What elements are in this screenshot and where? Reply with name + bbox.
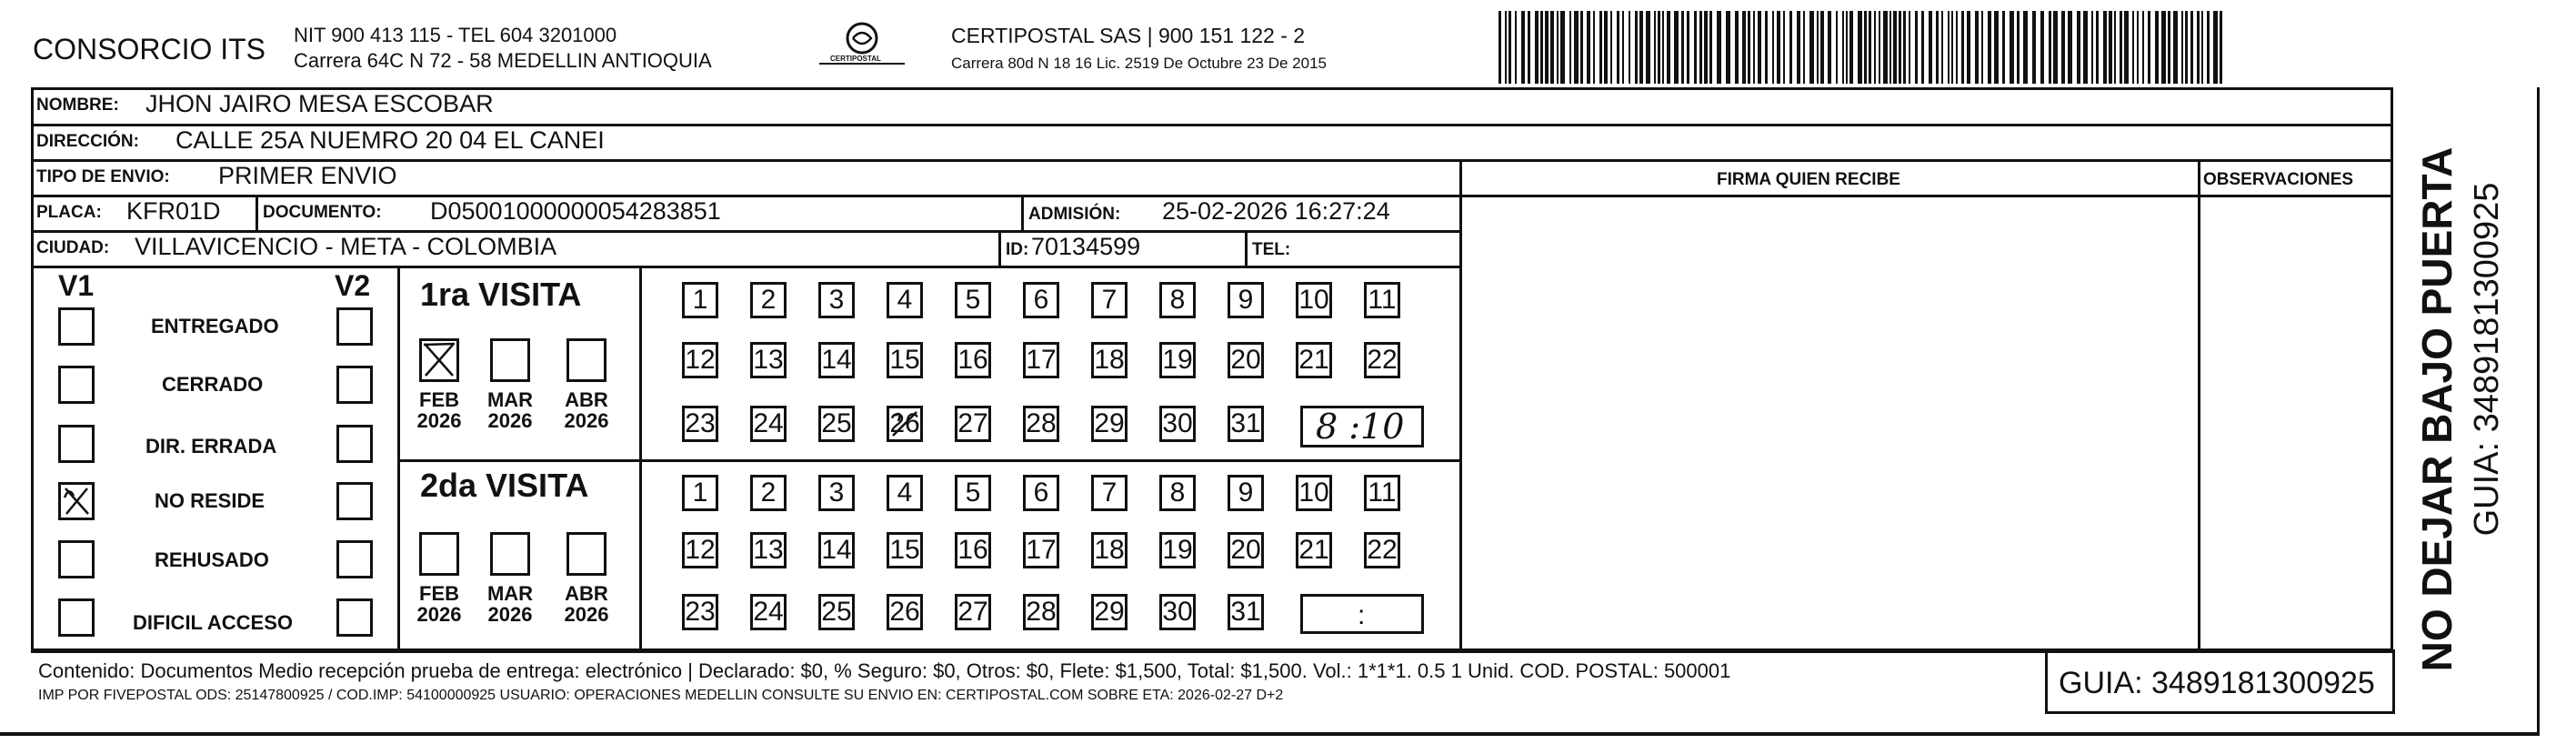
id-label: ID:	[1006, 240, 1029, 259]
visit2-day-17[interactable]: 17	[1023, 532, 1059, 568]
visit1-day-22[interactable]: 22	[1364, 342, 1400, 378]
visit2-month-abr-checkbox[interactable]	[566, 532, 606, 576]
status-label-dir-errada: DIR. ERRADA	[145, 435, 277, 457]
address-label: DIRECCIÓN:	[36, 132, 139, 151]
month-name: MAR	[486, 388, 534, 411]
visit1-day-11[interactable]: 11	[1364, 282, 1400, 318]
certipostal-logo	[812, 20, 912, 75]
month-name: ABR	[565, 582, 608, 605]
month-year: 2026	[564, 603, 609, 627]
visit1-day-29[interactable]: 29	[1091, 406, 1128, 442]
visit1-day-13[interactable]: 13	[750, 342, 787, 378]
visit1-day-27[interactable]: 27	[955, 406, 991, 442]
footer-content: Contenido: Documentos Medio recepción prueba de entrega: electrónico | Declarado: $0, % Seguro: $0, Otros: $0, Flete: $1,500, Total: $1,500. Vol.: 1*1*1. 0.5 1 Unid. COD. POSTAL: 500001	[38, 659, 1731, 682]
visit2-day-1[interactable]: 1	[682, 475, 718, 511]
company-nit: NIT 900 413 115 - TEL 604 3201000	[294, 24, 617, 46]
plate-divider	[256, 195, 258, 231]
visit2-day-28[interactable]: 28	[1023, 594, 1059, 630]
outer-right-edge	[2537, 87, 2540, 735]
no-dejar-bajo-puerta: NO DEJAR BAJO PUERTA	[2413, 146, 2461, 672]
status-label-rehusado: REHUSADO	[155, 548, 269, 571]
month-year: 2026	[416, 603, 462, 627]
recipient-address: CALLE 25A NUEMRO 20 04 EL CANEI	[175, 126, 605, 154]
document-divider	[1021, 195, 1024, 231]
visit2-time-box[interactable]	[1300, 594, 1424, 634]
visit1-day-30[interactable]: 30	[1159, 406, 1196, 442]
visit1-day-7[interactable]: 7	[1091, 282, 1128, 318]
strike-mark-icon	[889, 408, 920, 439]
visit2-day-6[interactable]: 6	[1023, 475, 1059, 511]
visit1-day-10[interactable]: 10	[1296, 282, 1332, 318]
visit2-day-8[interactable]: 8	[1159, 475, 1196, 511]
footer-guide-bottom	[2045, 711, 2395, 714]
visit2-title: 2da VISITA	[420, 467, 589, 504]
row-divider-footer	[31, 648, 2393, 651]
visit2-day-10[interactable]: 10	[1296, 475, 1332, 511]
v2-checkbox-rehusado[interactable]	[336, 540, 373, 578]
carrier-name: CERTIPOSTAL SAS | 900 151 122 - 2	[951, 24, 1306, 47]
month-year: 2026	[416, 409, 462, 433]
footer-imp: IMP POR FIVEPOSTAL ODS: 25147800925 / COD.IMP: 54100000925 USUARIO: OPERACIONES MEDELLIN CONSULTE SU ENVIO EN: CERTIPOSTAL.COM SOBRE ETA: 2026-02-27 D+2	[38, 688, 1284, 703]
v2-checkbox-dificil-acceso[interactable]	[336, 598, 373, 637]
certipostal-logo-icon	[812, 20, 912, 75]
visit1-day-17[interactable]: 17	[1023, 342, 1059, 378]
visit2-day-22[interactable]: 22	[1364, 532, 1400, 568]
visit2-day-13[interactable]: 13	[750, 532, 787, 568]
recipient-name: JHON JAIRO MESA ESCOBAR	[145, 90, 494, 117]
visit2-day-27[interactable]: 27	[955, 594, 991, 630]
visit1-day-14[interactable]: 14	[818, 342, 855, 378]
visit2-day-30[interactable]: 30	[1159, 594, 1196, 630]
visit2-day-21[interactable]: 21	[1296, 532, 1332, 568]
visit2-day-26[interactable]: 26	[887, 594, 923, 630]
footer-guide-right	[2392, 649, 2395, 713]
footer-guide-number: GUIA: 3489181300925	[2059, 666, 2375, 700]
visit2-day-9[interactable]: 9	[1228, 475, 1264, 511]
observations-header: OBSERVACIONES	[2203, 170, 2354, 189]
month-name: MAR	[486, 582, 534, 605]
visit1-day-6[interactable]: 6	[1023, 282, 1059, 318]
visit1-day-2[interactable]: 2	[750, 282, 787, 318]
status-label-cerrado: CERRADO	[162, 373, 264, 396]
visit1-day-19[interactable]: 19	[1159, 342, 1196, 378]
visit2-day-15[interactable]: 15	[887, 532, 923, 568]
visit2-day-14[interactable]: 14	[818, 532, 855, 568]
visit2-day-7[interactable]: 7	[1091, 475, 1128, 511]
visit2-day-20[interactable]: 20	[1228, 532, 1264, 568]
visit2-day-16[interactable]: 16	[955, 532, 991, 568]
shipment-type: PRIMER ENVIO	[218, 162, 397, 189]
visit1-day-28[interactable]: 28	[1023, 406, 1059, 442]
visit2-day-11[interactable]: 11	[1364, 475, 1400, 511]
plate-label: PLACA:	[36, 203, 102, 222]
visit1-day-9[interactable]: 9	[1228, 282, 1264, 318]
name-label: NOMBRE:	[36, 96, 119, 115]
visit1-day-31[interactable]: 31	[1228, 406, 1264, 442]
city-value: VILLAVICENCIO - META - COLOMBIA	[135, 233, 557, 260]
month-year: 2026	[487, 409, 533, 433]
visit1-time-box[interactable]	[1300, 406, 1424, 447]
v2-checkbox-no-reside[interactable]	[336, 482, 373, 520]
visit2-day-29[interactable]: 29	[1091, 594, 1128, 630]
signature-header: FIRMA QUIEN RECIBE	[1717, 170, 1900, 189]
visit2-month-mar-checkbox[interactable]	[490, 532, 530, 576]
document-value: D05001000000054283851	[430, 197, 721, 225]
visit2-day-3[interactable]: 3	[818, 475, 855, 511]
status-label-entregado: ENTREGADO	[151, 315, 279, 337]
logo-text: CERTIPOSTAL	[830, 55, 881, 63]
outer-bottom-shadow	[0, 732, 2540, 736]
city-divider	[998, 230, 1001, 266]
col-observations-left	[2198, 159, 2200, 650]
visit1-day-12[interactable]: 12	[682, 342, 718, 378]
visit1-day-3[interactable]: 3	[818, 282, 855, 318]
visit2-day-23[interactable]: 23	[682, 594, 718, 630]
visit2-month-abr	[557, 583, 616, 625]
barcode	[1498, 11, 2226, 84]
status-label-dificil-acceso: DIFICIL ACCESO	[133, 611, 294, 634]
document-label: DOCUMENTO:	[263, 203, 382, 222]
v1-checkbox-cerrado[interactable]	[58, 366, 95, 404]
signature-header-bottom	[1459, 195, 2393, 197]
visit2-month-feb-checkbox[interactable]	[419, 532, 459, 576]
visit1-day-25[interactable]: 25	[818, 406, 855, 442]
visit2-day-18[interactable]: 18	[1091, 532, 1128, 568]
v1-label: V1	[58, 269, 95, 302]
checked-x-mark-icon	[422, 341, 456, 379]
v1-checkbox-dir-errada[interactable]	[58, 425, 95, 463]
visit1-time-value: 8 :10	[1316, 407, 1405, 447]
visit1-month-feb-checkbox[interactable]	[419, 338, 459, 382]
footer-guide-divider	[2045, 649, 2048, 713]
visit1-month-mar	[481, 389, 539, 431]
plate-value: KFR01D	[126, 197, 221, 225]
month-year: 2026	[487, 603, 533, 627]
v1-checkbox-entregado[interactable]	[58, 307, 95, 346]
visit1-title: 1ra VISITA	[420, 276, 582, 313]
month-year: 2026	[564, 409, 609, 433]
admission-label: ADMISIÓN:	[1028, 205, 1121, 224]
company-name: CONSORCIO ITS	[33, 33, 266, 65]
visit2-day-31[interactable]: 31	[1228, 594, 1264, 630]
visit1-day-21[interactable]: 21	[1296, 342, 1332, 378]
visit2-day-5[interactable]: 5	[955, 475, 991, 511]
type-label: TIPO DE ENVIO:	[36, 167, 170, 186]
month-name: ABR	[565, 388, 608, 411]
id-divider	[1245, 230, 1248, 266]
visit1-day-24[interactable]: 24	[750, 406, 787, 442]
city-label: CIUDAD:	[36, 238, 110, 257]
visit2-month-mar	[481, 583, 539, 625]
visit2-month-feb	[410, 583, 468, 625]
visit1-day-26[interactable]: 26	[887, 406, 923, 442]
visit2-day-4[interactable]: 4	[887, 475, 923, 511]
carrier-address: Carrera 80d N 18 16 Lic. 2519 De Octubre 23 De 2015	[951, 55, 1327, 72]
month-name: FEB	[419, 388, 459, 411]
status-label-no-reside: NO RESIDE	[155, 489, 266, 512]
tel-label: TEL:	[1252, 240, 1291, 259]
visit1-day-15[interactable]: 15	[887, 342, 923, 378]
visit1-month-feb	[410, 389, 468, 431]
visit1-day-16[interactable]: 16	[955, 342, 991, 378]
visit2-day-12[interactable]: 12	[682, 532, 718, 568]
v2-checkbox-cerrado[interactable]	[336, 366, 373, 404]
visit2-time-value: :	[1358, 600, 1366, 630]
v2-label: V2	[335, 269, 371, 302]
visit2-day-24[interactable]: 24	[750, 594, 787, 630]
visit-divider	[397, 459, 1461, 462]
status-divider	[397, 266, 400, 650]
visit1-day-4[interactable]: 4	[887, 282, 923, 318]
visit2-day-2[interactable]: 2	[750, 475, 787, 511]
v1-checkbox-rehusado[interactable]	[58, 540, 95, 578]
visit1-day-23[interactable]: 23	[682, 406, 718, 442]
visit1-day-1[interactable]: 1	[682, 282, 718, 318]
v2-checkbox-entregado[interactable]	[336, 307, 373, 346]
side-guide-number: GUIA: 3489181300925	[2468, 182, 2506, 537]
col-signature-left	[1459, 159, 1462, 650]
visit1-month-abr-checkbox[interactable]	[566, 338, 606, 382]
month-name: FEB	[419, 582, 459, 605]
months-divider	[639, 266, 642, 650]
v1-checkbox-dificil-acceso[interactable]	[58, 598, 95, 637]
visit1-day-8[interactable]: 8	[1159, 282, 1196, 318]
v2-checkbox-dir-errada[interactable]	[336, 425, 373, 463]
barcode-graphic	[1498, 11, 2226, 84]
admission-value: 25-02-2026 16:27:24	[1162, 197, 1390, 225]
company-address: Carrera 64C N 72 - 58 MEDELLIN ANTIOQUIA	[294, 49, 712, 72]
visit1-day-5[interactable]: 5	[955, 282, 991, 318]
visit1-month-abr	[557, 389, 616, 431]
checked-x-mark-icon	[61, 485, 92, 518]
visit1-day-18[interactable]: 18	[1091, 342, 1128, 378]
v1-checkbox-no-reside[interactable]	[58, 482, 95, 520]
visit2-day-25[interactable]: 25	[818, 594, 855, 630]
visit1-day-20[interactable]: 20	[1228, 342, 1264, 378]
visit2-day-19[interactable]: 19	[1159, 532, 1196, 568]
visit1-month-mar-checkbox[interactable]	[490, 338, 530, 382]
id-value: 70134599	[1031, 233, 1141, 260]
